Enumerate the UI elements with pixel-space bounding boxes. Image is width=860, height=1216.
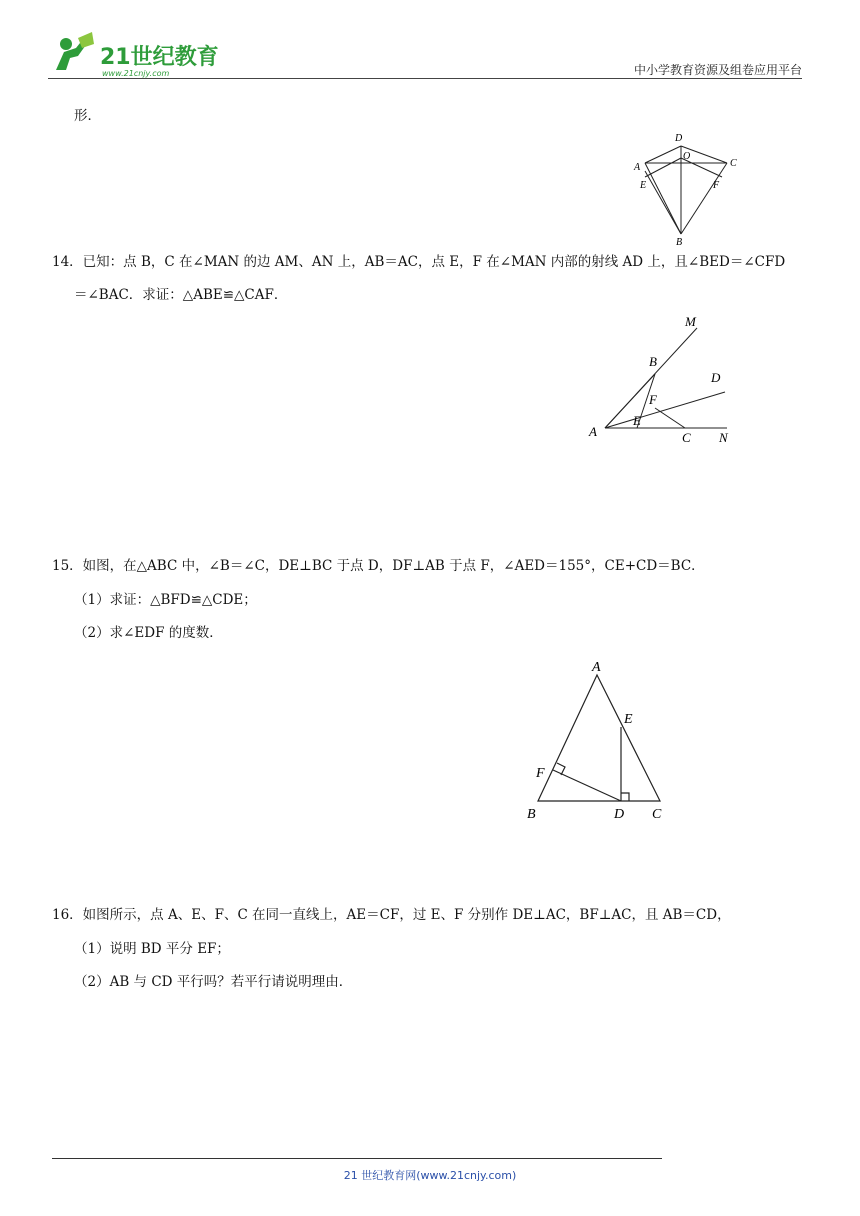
q16-part2: （2）AB 与 CD 平行吗？若平行请说明理由． <box>74 974 353 990</box>
header-slogan: 中小学教育资源及组卷应用平台 <box>633 63 802 77</box>
kite-label-c: C <box>730 158 737 169</box>
q15-label-b: B <box>527 807 536 822</box>
kite-label-a: A <box>634 162 641 173</box>
q15-text-line1: 15．如图，在△ABC 中，∠B＝∠C，DE⊥BC 于点 D，DF⊥AB 于点 F，∠AED＝155°，CE+CD＝BC． <box>52 558 705 574</box>
q14-label-f: F <box>649 392 657 407</box>
q14-label-c: C <box>682 430 691 445</box>
q14-text-line2: ＝∠BAC．求证：△ABE≌△CAF． <box>74 287 288 303</box>
header-divider <box>48 78 802 79</box>
logo-subtext: www.21cnjy.com <box>102 69 170 78</box>
kite-label-b: B <box>676 237 683 248</box>
q15-label-c: C <box>652 807 662 822</box>
q15-label-f: F <box>536 766 545 781</box>
q14-label-a: A <box>589 424 597 439</box>
q14-label-b: B <box>649 354 657 369</box>
footer-divider <box>52 1158 662 1159</box>
q16-text-line1: 16．如图所示，点 A、E、F、C 在同一直线上，AE＝CF，过 E、F 分别作 DE⊥AC，BF⊥AC，且 AB＝CD， <box>52 907 731 923</box>
q15-label-e: E <box>624 712 633 727</box>
kite-label-d: D <box>675 133 683 144</box>
site-logo <box>48 30 218 80</box>
figure-kite <box>625 128 745 248</box>
kite-label-f: F <box>713 180 720 191</box>
figure-q14 <box>585 308 745 448</box>
footer-link[interactable]: 21 世纪教育网(www.21cnjy.com) <box>343 1169 517 1182</box>
q14-label-n: N <box>719 430 728 445</box>
q15-label-d: D <box>614 807 625 822</box>
kite-label-o: O <box>683 151 691 162</box>
q14-label-d: D <box>711 370 721 385</box>
q14-text-line1: 14．已知：点 B，C 在∠MAN 的边 AM、AN 上，AB＝AC，点 E，F 在∠MAN 内部的射线 AD 上，且∠BED＝∠CFD <box>52 254 786 270</box>
logo-text: 21世纪教育 <box>100 45 218 70</box>
figure-q15 <box>520 655 680 825</box>
q14-label-e: E <box>633 413 641 428</box>
kite-label-e: E <box>640 180 647 191</box>
q15-label-a: A <box>592 660 601 675</box>
q14-label-m: M <box>685 314 696 329</box>
q16-part1: （1）说明 BD 平分 EF； <box>74 941 230 957</box>
q15-part1: （1）求证：△BFD≌△CDE； <box>74 592 257 608</box>
prev-question-tail: 形． <box>74 108 101 124</box>
q15-part2: （2）求∠EDF 的度数． <box>74 625 223 641</box>
